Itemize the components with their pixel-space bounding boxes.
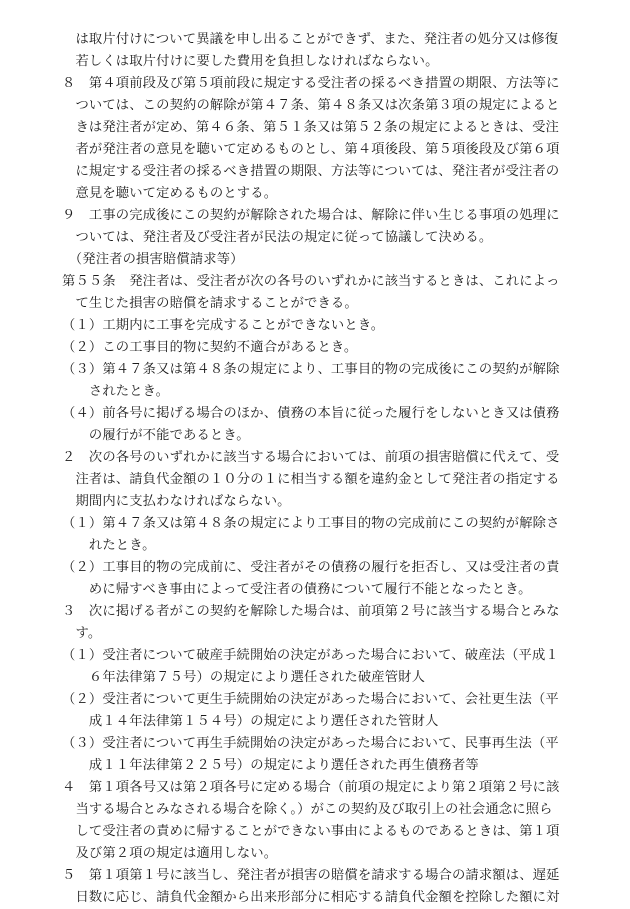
text-line: 日数に応じ、請負代金額から出来形部分に相応する請負代金額を控除した額に対 [62,890,560,905]
text-line: （２）受注者について更生手続開始の決定があった場合において、会社更生法（平 [62,692,559,707]
text-line: めに帰すべき事由によって受注者の債務について履行不能となったとき。 [62,582,532,597]
text-line: ２ 次の各号のいずれかに該当する場合においては、前項の損害賠償に代えて、受 [62,450,560,465]
text-line: に規定する受注者の採るべき措置の期限、方法等については、発注者が受注者の [62,164,560,179]
text-line: きは発注者が定め、第４６条、第５１条又は第５２条の規定によるときは、受注 [62,120,560,135]
text-line: 成１１年法律第２２５号）の規定により選任された再生債務者等 [62,758,479,773]
text-line: ５ 第１項第１号に該当し、発注者が損害の賠償を請求する場合の請求額は、遅延 [62,868,560,883]
text-line: （１）工期内に工事を完成することができないとき。 [62,318,385,333]
article-heading: 第５５条 発注者は、受注者が次の各号のいずれかに該当するときは、これによっ [62,274,560,289]
text-line: （１）受注者について破産手続開始の決定があった場合において、破産法（平成１ [62,648,559,663]
text-line: ４ 第１項各号又は第２項各号に定める場合（前項の規定により第２項第２号に該 [62,780,560,795]
text-line: ８ 第４項前段及び第５項前段に規定する受注者の採るべき措置の期限、方法等に [62,76,560,91]
text-line: （４）前各号に掲げる場合のほか、債務の本旨に従った履行をしないとき又は債務 [62,406,560,421]
text-line: の履行が不能であるとき。 [62,428,250,443]
text-line: ついては、この契約の解除が第４７条、第４８条又は次条第３項の規定によると [62,98,560,113]
text-line: されたとき。 [62,384,170,399]
text-line: 意見を聴いて定めるものとする。 [62,186,278,201]
text-line: す。 [62,626,102,641]
text-line: （２）工事目的物の完成前に、受注者がその債務の履行を拒否し、又は受注者の責 [62,560,560,575]
text-line: （３）受注者について再生手続開始の決定があった場合において、民事再生法（平 [62,736,559,751]
text-line: （３）第４７条又は第４８条の規定により、工事目的物の完成後にこの契約が解除 [62,362,560,377]
section-heading: （発注者の損害賠償請求等） [62,252,244,267]
text-line: は取片付けについて異議を申し出ることができず、また、発注者の処分又は修復 [62,32,559,47]
text-line: て生じた損害の賠償を請求することができる。 [62,296,358,311]
text-line: ６年法律第７５号）の規定により選任された破産管財人 [62,670,426,685]
text-line: れたとき。 [62,538,156,553]
text-line: 注者は、請負代金額の１０分の１に相当する額を違約金として発注者の指定する [62,472,560,487]
text-line: 及び第２項の規定は適用しない。 [62,846,278,861]
text-line: （２）この工事目的物に契約不適合があるとき。 [62,340,358,355]
text-line: して受注者の責めに帰することができない事由によるものであるときは、第１項 [62,824,560,839]
text-line: 期間内に支払わなければならない。 [62,494,291,509]
text-line: 成１４年法律第１５４号）の規定により選任された管財人 [62,714,439,729]
text-line: 若しくは取片付けに要した費用を負担しなければならない。 [62,54,439,69]
text-line: （１）第４７条又は第４８条の規定により工事目的物の完成前にこの契約が解除さ [62,516,560,531]
text-line: 者が発注者の意見を聴いて定めるものとし、第４項後段、第５項後段及び第６項 [62,142,560,157]
text-line: 当する場合とみなされる場合を除く。）がこの契約及び取引上の社会通念に照ら [62,802,553,817]
text-line: ９ 工事の完成後にこの契約が解除された場合は、解除に伴い生じる事項の処理に [62,208,560,223]
text-line: ついては、発注者及び受注者が民法の規定に従って協議して決める。 [62,230,493,245]
text-line: ３ 次に掲げる者がこの契約を解除した場合は、前項第２号に該当する場合とみな [62,604,560,619]
